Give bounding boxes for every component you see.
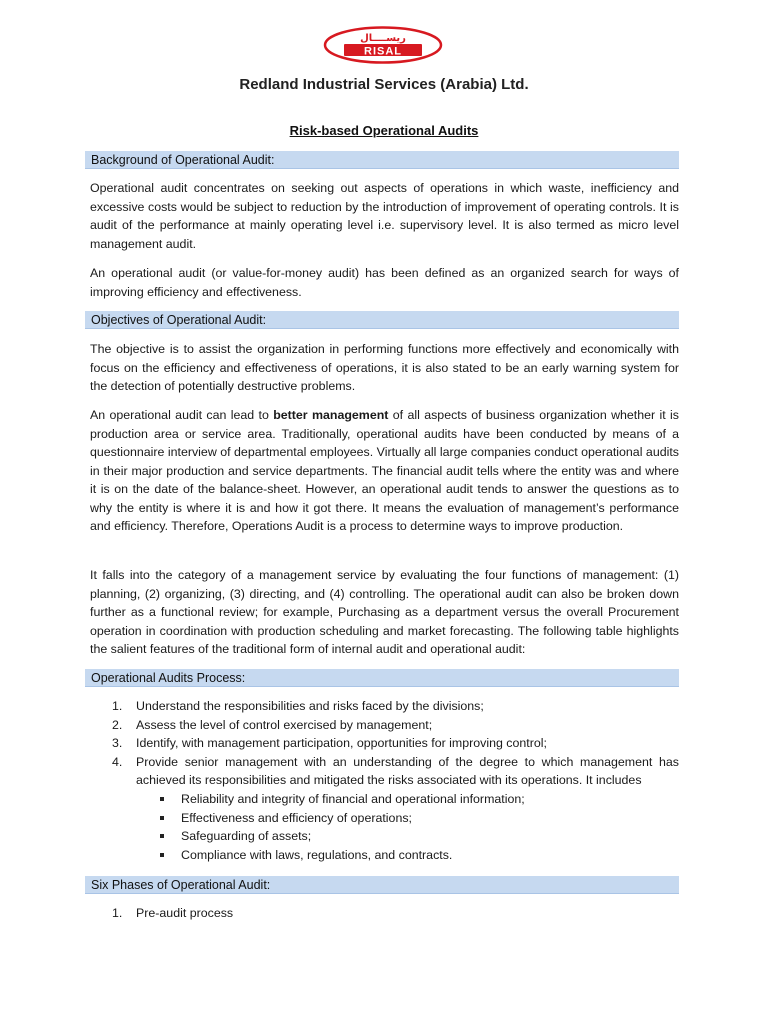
list-number: 1. (112, 906, 123, 920)
bullet-square-icon (160, 834, 164, 838)
list-item (112, 904, 679, 923)
p2-rest-text: of all aspects of business organization whether it is production area or service area. Traditionally, operational audits have been conducted by means of a questionnaire interview of departmental employees. Virtually all large companies conduct operational audits in their major production and service departments. The financial audit tells where the entity was and where it is on the date of the balance-sheet. However, an operational audit tends to answer the questions as to why the entity is where it is and how it got there. It means the evaluation of management’s performance and efficiency. Therefore, Operations Audit is a process to determine ways to improve production. (90, 408, 679, 533)
background-paragraph-2: An operational audit (or value-for-money audit) has been defined as an organized search for ways of improving efficiency and effectiveness. (90, 266, 679, 299)
logo-arabic-text: ريســــال (360, 33, 406, 44)
list-text: Provide senior management with an understanding of the degree to which management has achieved its responsibilities and mitigated the risks associated with its operations. It includes (136, 754, 679, 787)
bullet-square-icon (160, 853, 164, 857)
list-text: Pre-audit process (136, 906, 234, 920)
list-text: Understand the responsibilities and risks faced by the divisions; (136, 699, 484, 713)
list-item (112, 716, 679, 735)
bullet-item (158, 809, 679, 828)
list-text: Assess the level of control exercised by management; (136, 717, 433, 732)
bullet-square-icon (160, 816, 164, 820)
section-heading-phases: Six Phases of Operational Audit: (85, 876, 679, 894)
p2-lead-text: An operational audit can lead to (90, 408, 274, 422)
list-item (112, 753, 679, 790)
section-heading-process: Operational Audits Process: (85, 669, 679, 687)
bullet-text: Effectiveness and efficiency of operations; (181, 810, 412, 825)
list-number: 1. (112, 699, 123, 713)
objectives-paragraph-1: The objective is to assist the organization in performing functions more effectively and economically with focus on the efficiency and effectiveness of operations, it is also stated to be an early warning system for the detection of potentially destructive problems. (90, 342, 679, 393)
bullet-text: Safeguarding of assets; (181, 829, 312, 843)
bullet-item (158, 846, 679, 865)
logo-latin-text: RISAL (364, 45, 402, 58)
background-paragraph-1: Operational audit concentrates on seeking out aspects of operations in which waste, inefficiency and excessive costs would be subject to reduction by the introduction of improvement of operating controls. It is audit of the performance at mainly operating level i.e. supervisory level. It is also termed as micro level management audit. (90, 181, 679, 251)
objectives-paragraph-3: It falls into the category of a management service by evaluating the four functions of management: (1) planning, (2) organizing, (3) directing, and (4) controlling. The operational audit can also be broken down further as a functional review; for example, Purchasing as a department versus the overall Procurement operation in coordination with production scheduling and market forecasting. The following table highlights the salient features of the traditional form of internal audit and operational audit: (90, 568, 679, 656)
company-name: Redland Industrial Services (Arabia) Ltd. (239, 76, 529, 93)
list-text: Identify, with management participation, opportunities for improving control; (136, 736, 547, 750)
list-number: 2. (112, 717, 123, 732)
list-number: 4. (112, 754, 123, 769)
list-item (112, 734, 679, 753)
risal-logo (322, 25, 444, 65)
phases-list (112, 904, 679, 923)
p2-bold-term: better management (273, 408, 389, 422)
list-item (112, 697, 679, 716)
section-heading-background: Background of Operational Audit: (85, 151, 679, 169)
list-number: 3. (112, 736, 123, 750)
process-list (112, 697, 679, 790)
section-heading-objectives: Objectives of Operational Audit: (85, 311, 679, 329)
bullet-text: Compliance with laws, regulations, and contracts. (181, 847, 453, 862)
bullet-text: Reliability and integrity of financial and operational information; (181, 792, 525, 806)
bullet-item (158, 790, 679, 809)
document-title: Risk-based Operational Audits (289, 123, 479, 138)
objectives-paragraph-2 (90, 406, 679, 536)
bullet-square-icon (160, 797, 164, 801)
bullet-item (158, 827, 679, 846)
process-bullet-list (158, 790, 679, 864)
